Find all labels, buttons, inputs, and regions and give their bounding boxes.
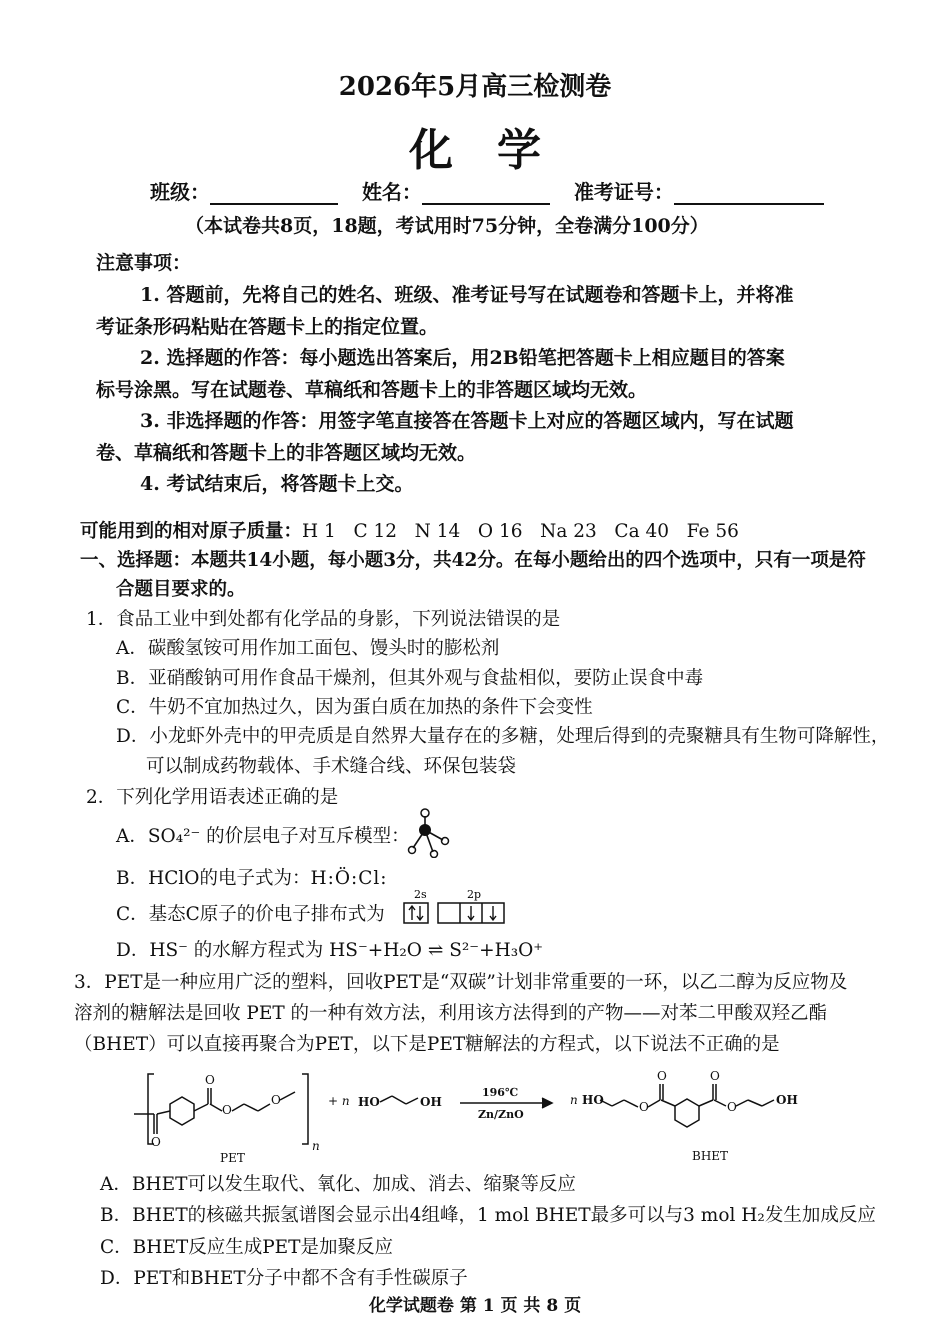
q1-stem: 1．食品工业中到处都有化学品的身影，下列说法错误的是 bbox=[86, 609, 561, 630]
q2-option-a[interactable]: A．SO₄²⁻ 的价层电子对互斥模型： bbox=[116, 826, 410, 847]
student-fields bbox=[150, 176, 824, 205]
q1-option-d[interactable]: D．小龙虾外壳中的甲壳质是自然界大量存在的多糖，处理后得到的壳聚糖具有生物可降解性， bbox=[116, 726, 890, 747]
name-label: 姓名： bbox=[361, 180, 422, 204]
class-blank[interactable] bbox=[210, 183, 338, 205]
q3-stem-line2: 溶剂的糖解法是回收 PET 的一种有效方法，利用该方法得到的产物——对苯二甲酸双羟乙酯 bbox=[74, 1003, 828, 1024]
bhet-carbonyl-o1: O bbox=[657, 1069, 667, 1083]
orbital-diagram bbox=[400, 886, 512, 928]
exam-id-blank[interactable] bbox=[674, 183, 824, 205]
q1-option-b[interactable]: B．亚硝酸钠可用作食品干燥剂，但其外观与食盐相似，要防止误食中毒 bbox=[116, 668, 704, 689]
q3-option-c[interactable]: C．BHET反应生成PET是加聚反应 bbox=[100, 1237, 394, 1258]
pet-n: n bbox=[312, 1139, 320, 1153]
bhet-ester-o1: O bbox=[639, 1100, 649, 1114]
notice-item-3: 3. 非选择题的作答：用签字笔直接答在答题卡上对应的答题区域内，写在试题 bbox=[140, 410, 794, 432]
atomic-masses bbox=[80, 517, 739, 543]
orbital-2s-label: 2s bbox=[414, 888, 427, 901]
notice-item-2-cont: 标号涂黑。写在试题卷、草稿纸和答题卡上的非答题区域均无效。 bbox=[96, 379, 648, 401]
reagent-coefficient: + n bbox=[328, 1094, 350, 1108]
glycol-oh: OH bbox=[420, 1095, 442, 1109]
q2-option-c[interactable]: C．基态C原子的价电子排布式为 bbox=[116, 904, 385, 925]
notice-item-4: 4. 考试结束后，将答题卡上交。 bbox=[140, 473, 414, 495]
bhet-oh: OH bbox=[776, 1093, 798, 1107]
bhet-ho: HO bbox=[582, 1093, 604, 1107]
notice-item-1: 1. 答题前，先将自己的姓名、班级、准考证号写在试题卷和答题卡上，并将准 bbox=[140, 284, 794, 306]
notice-item-3-cont: 卷、草稿纸和答题卡上的非答题区域均无效。 bbox=[96, 442, 477, 464]
q3-option-d[interactable]: D．PET和BHET分子中都不含有手性碳原子 bbox=[100, 1268, 468, 1289]
atomic-masses-values: H 1 C 12 N 14 O 16 Na 23 Ca 40 Fe 56 bbox=[302, 521, 739, 542]
page-footer: 化学试题卷 第 1 页 共 8 页 bbox=[368, 1296, 582, 1316]
notice-item-2: 2. 选择题的作答：每小题选出答案后，用2B铅笔把答题卡上相应题目的答案 bbox=[140, 347, 785, 369]
exam-id-label: 准考证号： bbox=[573, 180, 674, 204]
section1-heading: 一、选择题：本题共14小题，每小题3分，共42分。在每小题给出的四个选项中，只有一项是符 bbox=[80, 550, 866, 571]
bhet-ester-o2: O bbox=[727, 1100, 737, 1114]
q2-option-b[interactable] bbox=[116, 864, 388, 890]
product-coefficient: n bbox=[570, 1093, 578, 1107]
notice-heading: 注意事项： bbox=[96, 252, 192, 274]
q2-stem: 2．下列化学用语表述正确的是 bbox=[86, 787, 339, 808]
subject-title: 化学 bbox=[409, 125, 585, 176]
pet-ester-o: O bbox=[222, 1103, 232, 1117]
condition-catalyst: Zn/ZnO bbox=[478, 1108, 524, 1121]
q3-option-b[interactable]: B．BHET的核磁共振氢谱图会显示出4组峰，1 mol BHET最多可以与3 mol H₂发生加成反应 bbox=[100, 1205, 876, 1226]
q1-option-c[interactable]: C．牛奶不宜加热过久，因为蛋白质在加热的条件下会变性 bbox=[116, 697, 593, 718]
bhet-carbonyl-o2: O bbox=[710, 1069, 720, 1083]
notice-item-1-cont: 考证条形码粘贴在答题卡上的指定位置。 bbox=[96, 316, 439, 338]
pet-ether-o: O bbox=[271, 1093, 281, 1107]
name-blank[interactable] bbox=[422, 183, 550, 205]
class-label: 班级： bbox=[150, 180, 210, 204]
pet-glycolysis-scheme bbox=[130, 1062, 830, 1172]
hclo-electron-formula: H:Ö:Cl: bbox=[310, 868, 388, 889]
exam-info: （本试卷共8页，18题，考试用时75分钟，全卷满分100分） bbox=[185, 215, 709, 237]
pet-carbonyl-o: O bbox=[205, 1073, 215, 1087]
atomic-masses-label: 可能用到的相对原子质量： bbox=[80, 521, 303, 542]
q3-stem-line1: 3．PET是一种应用广泛的塑料，回收PET是“双碳”计划非常重要的一环，以乙二醇为反应物及 bbox=[74, 972, 848, 993]
q2-option-d[interactable]: D．HS⁻ 的水解方程式为 HS⁻+H₂O ⇌ S²⁻+H₃O⁺ bbox=[116, 940, 544, 961]
bhet-label: BHET bbox=[692, 1149, 729, 1163]
vsepr-model-diagram bbox=[403, 806, 453, 858]
pet-label: PET bbox=[220, 1151, 245, 1165]
q1-option-a[interactable]: A．碳酸氢铵可用作加工面包、馒头时的膨松剂 bbox=[116, 638, 500, 659]
q3-option-a[interactable]: A．BHET可以发生取代、氧化、加成、消去、缩聚等反应 bbox=[100, 1174, 576, 1195]
q3-stem-line3: （BHET）可以直接再聚合为PET，以下是PET糖解法的方程式，以下说法不正确的是 bbox=[74, 1034, 780, 1055]
q1-option-d-cont: 可以制成药物载体、手术缝合线、环保包装袋 bbox=[146, 756, 517, 777]
q2-option-b-text: B．HClO的电子式为： bbox=[116, 868, 311, 889]
exam-title: 2026年5月高三检测卷 bbox=[338, 72, 612, 102]
orbital-2p-label: 2p bbox=[467, 888, 482, 901]
pet-lower-o: O bbox=[151, 1135, 161, 1149]
glycol-ho: HO bbox=[358, 1095, 380, 1109]
section1-heading-cont: 合题目要求的。 bbox=[116, 579, 246, 600]
condition-temperature: 196℃ bbox=[482, 1086, 519, 1099]
